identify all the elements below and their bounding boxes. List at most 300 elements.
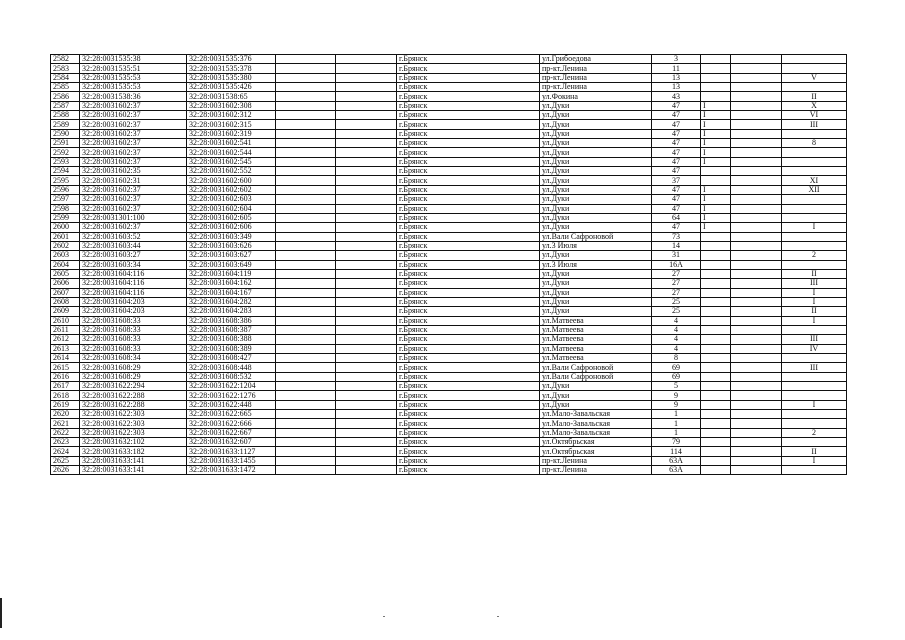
table-cell: 2615 bbox=[51, 363, 80, 372]
table-cell: 32:28:0031602:602 bbox=[187, 185, 276, 194]
table-cell: 32:28:0031622:303 bbox=[80, 419, 187, 428]
table-cell bbox=[701, 288, 731, 297]
table-cell bbox=[782, 466, 847, 475]
table-cell: 32:28:0031603:34 bbox=[80, 260, 187, 269]
table-cell bbox=[336, 213, 397, 222]
table-cell: 8 bbox=[652, 354, 701, 363]
table-cell: 2606 bbox=[51, 279, 80, 288]
table-cell bbox=[701, 232, 731, 241]
table-cell: 32:28:0031604:119 bbox=[187, 269, 276, 278]
table-cell: 32:28:0031602:603 bbox=[187, 195, 276, 204]
table-row bbox=[51, 111, 847, 120]
table-cell: 47 bbox=[652, 223, 701, 232]
table-cell bbox=[336, 232, 397, 241]
table-cell bbox=[782, 391, 847, 400]
table-cell: ул.Матвеева bbox=[540, 325, 652, 334]
table-cell: 32:28:0031622:667 bbox=[187, 428, 276, 437]
table-cell bbox=[336, 148, 397, 157]
table-cell: 8 bbox=[782, 139, 847, 148]
table-cell: г.Брянск bbox=[397, 55, 540, 64]
table-cell bbox=[276, 307, 336, 316]
table-cell bbox=[701, 251, 731, 260]
table-cell: ул.Дуки bbox=[540, 279, 652, 288]
table-cell: ул.Дуки bbox=[540, 195, 652, 204]
table-cell bbox=[336, 223, 397, 232]
table-cell bbox=[276, 83, 336, 92]
table-row bbox=[51, 213, 847, 222]
table-cell bbox=[731, 410, 782, 419]
table-cell: 32:28:0031602:308 bbox=[187, 101, 276, 110]
table-cell bbox=[782, 260, 847, 269]
table-cell: ул.Дуки bbox=[540, 167, 652, 176]
table-cell: 32:28:0031538:36 bbox=[80, 92, 187, 101]
table-row bbox=[51, 269, 847, 278]
table-cell bbox=[336, 400, 397, 409]
table-cell: 32:28:0031602:35 bbox=[80, 167, 187, 176]
table-cell: I bbox=[782, 456, 847, 465]
table-cell: ул.Дуки bbox=[540, 157, 652, 166]
table-row bbox=[51, 391, 847, 400]
table-cell bbox=[731, 400, 782, 409]
table-cell: г.Брянск bbox=[397, 325, 540, 334]
table-cell: 32:28:0031602:37 bbox=[80, 195, 187, 204]
table-cell bbox=[276, 129, 336, 138]
table-row bbox=[51, 195, 847, 204]
table-cell: г.Брянск bbox=[397, 382, 540, 391]
table-cell: I bbox=[701, 139, 731, 148]
table-cell: 2618 bbox=[51, 391, 80, 400]
table-cell: I bbox=[701, 148, 731, 157]
table-cell bbox=[782, 382, 847, 391]
table-cell bbox=[276, 195, 336, 204]
table-cell bbox=[276, 269, 336, 278]
table-cell: г.Брянск bbox=[397, 269, 540, 278]
table-cell: 32:28:0031608:532 bbox=[187, 372, 276, 381]
table-cell: I bbox=[782, 223, 847, 232]
table-cell: г.Брянск bbox=[397, 260, 540, 269]
table-cell: 47 bbox=[652, 101, 701, 110]
table-cell: 47 bbox=[652, 111, 701, 120]
table-cell: г.Брянск bbox=[397, 428, 540, 437]
table-cell bbox=[701, 64, 731, 73]
table-cell: 64 bbox=[652, 213, 701, 222]
table-cell: 32:28:0031602:37 bbox=[80, 204, 187, 213]
table-cell bbox=[701, 316, 731, 325]
table-row bbox=[51, 344, 847, 353]
table-cell: 27 bbox=[652, 279, 701, 288]
table-cell: 32:28:0031535:51 bbox=[80, 64, 187, 73]
table-cell bbox=[731, 120, 782, 129]
table-cell bbox=[731, 297, 782, 306]
table-cell: г.Брянск bbox=[397, 297, 540, 306]
table-cell: ул.Дуки bbox=[540, 251, 652, 260]
table-cell bbox=[701, 354, 731, 363]
table-cell bbox=[731, 92, 782, 101]
table-cell bbox=[701, 83, 731, 92]
table-cell: II bbox=[782, 92, 847, 101]
table-cell bbox=[782, 195, 847, 204]
table-cell bbox=[336, 391, 397, 400]
table-cell bbox=[782, 325, 847, 334]
table-cell: ул.Дуки bbox=[540, 213, 652, 222]
table-cell: 2604 bbox=[51, 260, 80, 269]
table-cell bbox=[276, 354, 336, 363]
table-cell: г.Брянск bbox=[397, 148, 540, 157]
table-cell bbox=[701, 447, 731, 456]
table-cell bbox=[276, 344, 336, 353]
table-cell: 32:28:0031602:37 bbox=[80, 120, 187, 129]
table-row bbox=[51, 363, 847, 372]
table-cell: г.Брянск bbox=[397, 335, 540, 344]
table-cell bbox=[276, 260, 336, 269]
table-cell bbox=[731, 325, 782, 334]
table-cell: 32:28:0031608:29 bbox=[80, 372, 187, 381]
table-cell: 32:28:0031602:600 bbox=[187, 176, 276, 185]
table-cell: 32:28:0031535:53 bbox=[80, 73, 187, 82]
table-cell bbox=[782, 241, 847, 250]
table-cell: г.Брянск bbox=[397, 92, 540, 101]
table-cell bbox=[731, 185, 782, 194]
table-cell: 2610 bbox=[51, 316, 80, 325]
table-cell: г.Брянск bbox=[397, 400, 540, 409]
table-cell: 32:28:0031602:606 bbox=[187, 223, 276, 232]
table-cell bbox=[731, 269, 782, 278]
table-cell bbox=[276, 111, 336, 120]
table-cell bbox=[336, 204, 397, 213]
table-cell bbox=[276, 400, 336, 409]
table-cell: 32:28:0031622:1204 bbox=[187, 382, 276, 391]
table-cell bbox=[336, 344, 397, 353]
table-cell: 32:28:0031608:34 bbox=[80, 354, 187, 363]
table-cell: 2613 bbox=[51, 344, 80, 353]
table-cell: ул.Мало-Завальская bbox=[540, 410, 652, 419]
table-cell: 32:28:0031604:167 bbox=[187, 288, 276, 297]
table-cell: 25 bbox=[652, 307, 701, 316]
table-cell: 32:28:0031622:303 bbox=[80, 428, 187, 437]
table-cell: 1 bbox=[652, 428, 701, 437]
table-cell bbox=[701, 466, 731, 475]
table-cell: 32:28:0031535:53 bbox=[80, 83, 187, 92]
table-cell: 47 bbox=[652, 129, 701, 138]
table-cell: 32:28:0031603:52 bbox=[80, 232, 187, 241]
table-cell bbox=[731, 232, 782, 241]
table-cell: 32:28:0031622:288 bbox=[80, 391, 187, 400]
registry-table-wrapper bbox=[50, 54, 847, 475]
table-cell: 32:28:0031602:541 bbox=[187, 139, 276, 148]
table-cell: 32:28:0031602:544 bbox=[187, 148, 276, 157]
table-cell: 43 bbox=[652, 92, 701, 101]
table-cell: 47 bbox=[652, 195, 701, 204]
table-cell bbox=[336, 372, 397, 381]
table-cell bbox=[336, 167, 397, 176]
table-cell: г.Брянск bbox=[397, 213, 540, 222]
table-cell: 2622 bbox=[51, 428, 80, 437]
table-cell: 32:28:0031608:33 bbox=[80, 335, 187, 344]
table-cell: 2614 bbox=[51, 354, 80, 363]
table-cell: ул.Октябрьская bbox=[540, 447, 652, 456]
table-cell bbox=[731, 307, 782, 316]
table-cell: г.Брянск bbox=[397, 251, 540, 260]
table-cell: ул.Дуки bbox=[540, 288, 652, 297]
table-row bbox=[51, 325, 847, 334]
table-cell: 79 bbox=[652, 438, 701, 447]
table-cell bbox=[336, 316, 397, 325]
table-row bbox=[51, 316, 847, 325]
table-cell bbox=[276, 120, 336, 129]
table-cell: II bbox=[782, 307, 847, 316]
table-cell bbox=[276, 316, 336, 325]
table-cell: 32:28:0031603:626 bbox=[187, 241, 276, 250]
table-cell: 32:28:0031622:666 bbox=[187, 419, 276, 428]
table-cell bbox=[782, 129, 847, 138]
table-cell: пр-кт.Ленина bbox=[540, 64, 652, 73]
table-cell bbox=[701, 428, 731, 437]
table-cell bbox=[782, 148, 847, 157]
table-row bbox=[51, 279, 847, 288]
table-cell: 32:28:0031608:33 bbox=[80, 325, 187, 334]
table-cell: 32:28:0031632:607 bbox=[187, 438, 276, 447]
table-cell: 2589 bbox=[51, 120, 80, 129]
table-cell: 32:28:0031604:116 bbox=[80, 279, 187, 288]
table-cell: 4 bbox=[652, 325, 701, 334]
table-cell bbox=[731, 204, 782, 213]
table-cell: 2590 bbox=[51, 129, 80, 138]
table-cell: 32:28:0031622:288 bbox=[80, 400, 187, 409]
table-cell: 32:28:0031633:141 bbox=[80, 456, 187, 465]
table-row bbox=[51, 456, 847, 465]
table-cell: г.Брянск bbox=[397, 223, 540, 232]
table-cell: ул.Дуки bbox=[540, 120, 652, 129]
table-cell: г.Брянск bbox=[397, 391, 540, 400]
table-cell: ул.3 Июля bbox=[540, 241, 652, 250]
table-cell: г.Брянск bbox=[397, 419, 540, 428]
table-cell: 47 bbox=[652, 148, 701, 157]
table-cell bbox=[701, 382, 731, 391]
table-cell bbox=[731, 428, 782, 437]
table-cell bbox=[731, 64, 782, 73]
table-cell bbox=[276, 428, 336, 437]
table-cell bbox=[276, 438, 336, 447]
table-cell: г.Брянск bbox=[397, 456, 540, 465]
table-cell bbox=[336, 73, 397, 82]
table-cell bbox=[731, 438, 782, 447]
table-cell bbox=[276, 167, 336, 176]
table-cell bbox=[336, 438, 397, 447]
table-cell bbox=[701, 391, 731, 400]
table-cell: 16А bbox=[652, 260, 701, 269]
table-cell bbox=[336, 325, 397, 334]
table-cell: 32:28:0031602:604 bbox=[187, 204, 276, 213]
table-cell: 2596 bbox=[51, 185, 80, 194]
table-cell: 32:28:0031603:44 bbox=[80, 241, 187, 250]
table-cell: г.Брянск bbox=[397, 120, 540, 129]
table-cell bbox=[731, 447, 782, 456]
table-cell bbox=[276, 101, 336, 110]
table-cell bbox=[782, 55, 847, 64]
table-cell: 32:28:0031535:380 bbox=[187, 73, 276, 82]
table-cell: 32:28:0031633:1472 bbox=[187, 466, 276, 475]
table-cell: 13 bbox=[652, 83, 701, 92]
table-cell bbox=[336, 120, 397, 129]
table-cell bbox=[276, 92, 336, 101]
table-cell: ул.Мало-Завальская bbox=[540, 419, 652, 428]
table-cell: г.Брянск bbox=[397, 83, 540, 92]
table-cell: 32:28:0031604:116 bbox=[80, 288, 187, 297]
table-cell: 47 bbox=[652, 167, 701, 176]
table-cell bbox=[276, 232, 336, 241]
table-cell: 32:28:0031602:605 bbox=[187, 213, 276, 222]
table-cell: 25 bbox=[652, 297, 701, 306]
table-cell bbox=[701, 325, 731, 334]
table-row bbox=[51, 64, 847, 73]
table-cell bbox=[731, 251, 782, 260]
table-cell: пр-кт.Ленина bbox=[540, 456, 652, 465]
table-cell bbox=[276, 372, 336, 381]
table-cell bbox=[336, 101, 397, 110]
table-cell: III bbox=[782, 279, 847, 288]
table-cell: 32:28:0031603:27 bbox=[80, 251, 187, 260]
table-cell bbox=[731, 260, 782, 269]
table-cell bbox=[782, 372, 847, 381]
table-cell bbox=[731, 157, 782, 166]
table-cell: 2599 bbox=[51, 213, 80, 222]
table-cell: VI bbox=[782, 111, 847, 120]
table-cell: 2625 bbox=[51, 456, 80, 465]
table-cell bbox=[336, 410, 397, 419]
table-cell: 47 bbox=[652, 204, 701, 213]
table-cell bbox=[336, 428, 397, 437]
table-cell: I bbox=[701, 101, 731, 110]
table-cell bbox=[782, 438, 847, 447]
table-cell: ул.Дуки bbox=[540, 185, 652, 194]
table-cell bbox=[731, 391, 782, 400]
table-cell bbox=[336, 129, 397, 138]
table-row bbox=[51, 260, 847, 269]
table-cell bbox=[701, 269, 731, 278]
table-cell: I bbox=[782, 297, 847, 306]
table-cell bbox=[701, 344, 731, 353]
table-cell bbox=[731, 167, 782, 176]
table-cell bbox=[731, 456, 782, 465]
table-cell: 32:28:0031535:426 bbox=[187, 83, 276, 92]
table-cell: 32:28:0031622:294 bbox=[80, 382, 187, 391]
table-cell bbox=[731, 419, 782, 428]
table-cell: 2586 bbox=[51, 92, 80, 101]
table-cell: 69 bbox=[652, 372, 701, 381]
table-cell bbox=[276, 73, 336, 82]
table-cell: III bbox=[782, 335, 847, 344]
table-cell bbox=[782, 410, 847, 419]
table-cell: 32:28:0031622:448 bbox=[187, 400, 276, 409]
table-cell: 2595 bbox=[51, 176, 80, 185]
table-cell: 9 bbox=[652, 391, 701, 400]
table-cell bbox=[731, 344, 782, 353]
table-cell bbox=[336, 111, 397, 120]
table-cell: 73 bbox=[652, 232, 701, 241]
table-cell: 2591 bbox=[51, 139, 80, 148]
table-cell: 32:28:0031632:102 bbox=[80, 438, 187, 447]
table-cell: г.Брянск bbox=[397, 466, 540, 475]
table-cell: 2619 bbox=[51, 400, 80, 409]
table-cell: 32:28:0031538:65 bbox=[187, 92, 276, 101]
table-cell bbox=[701, 307, 731, 316]
table-cell: г.Брянск bbox=[397, 344, 540, 353]
table-cell bbox=[701, 167, 731, 176]
table-row bbox=[51, 438, 847, 447]
table-cell: ул.Вали Сафроновой bbox=[540, 232, 652, 241]
table-cell: IV bbox=[782, 344, 847, 353]
table-cell bbox=[336, 185, 397, 194]
table-cell bbox=[731, 279, 782, 288]
table-cell: 32:28:0031535:38 bbox=[80, 55, 187, 64]
table-cell: 47 bbox=[652, 185, 701, 194]
table-cell: 32:28:0031602:37 bbox=[80, 185, 187, 194]
table-cell: 27 bbox=[652, 288, 701, 297]
table-cell: 32:28:0031603:349 bbox=[187, 232, 276, 241]
table-cell: г.Брянск bbox=[397, 167, 540, 176]
table-cell: ул.Вали Сафроновой bbox=[540, 363, 652, 372]
table-cell: 32:28:0031622:303 bbox=[80, 410, 187, 419]
table-row bbox=[51, 400, 847, 409]
table-cell: XII bbox=[782, 185, 847, 194]
table-row bbox=[51, 466, 847, 475]
table-cell bbox=[336, 279, 397, 288]
table-cell bbox=[276, 325, 336, 334]
table-cell: г.Брянск bbox=[397, 176, 540, 185]
table-cell: XI bbox=[782, 176, 847, 185]
table-cell bbox=[336, 297, 397, 306]
table-cell: г.Брянск bbox=[397, 73, 540, 82]
table-cell bbox=[782, 419, 847, 428]
table-cell: 32:28:0031603:649 bbox=[187, 260, 276, 269]
table-cell bbox=[701, 372, 731, 381]
table-cell: г.Брянск bbox=[397, 139, 540, 148]
table-cell bbox=[731, 129, 782, 138]
table-cell: III bbox=[782, 363, 847, 372]
table-cell: 32:28:0031535:376 bbox=[187, 55, 276, 64]
table-cell bbox=[276, 157, 336, 166]
table-cell bbox=[276, 419, 336, 428]
table-cell: I bbox=[701, 185, 731, 194]
table-cell: 32:28:0031604:162 bbox=[187, 279, 276, 288]
table-cell bbox=[336, 241, 397, 250]
table-cell: 2582 bbox=[51, 55, 80, 64]
table-row bbox=[51, 410, 847, 419]
table-cell: 2 bbox=[782, 251, 847, 260]
table-cell: I bbox=[701, 157, 731, 166]
table-cell bbox=[782, 204, 847, 213]
table-cell bbox=[336, 260, 397, 269]
table-cell: 32:28:0031604:283 bbox=[187, 307, 276, 316]
table-cell: ул.Дуки bbox=[540, 204, 652, 213]
table-cell: 32:28:0031622:665 bbox=[187, 410, 276, 419]
table-row bbox=[51, 232, 847, 241]
table-cell bbox=[701, 279, 731, 288]
table-cell bbox=[731, 363, 782, 372]
table-cell: г.Брянск bbox=[397, 111, 540, 120]
table-cell: ул.Грибоедова bbox=[540, 55, 652, 64]
table-cell bbox=[276, 176, 336, 185]
table-cell bbox=[731, 241, 782, 250]
scan-speck bbox=[497, 616, 499, 617]
table-cell: 63А bbox=[652, 456, 701, 465]
table-cell: ул.Дуки bbox=[540, 111, 652, 120]
table-cell: 32:28:0031535:378 bbox=[187, 64, 276, 73]
table-cell: г.Брянск bbox=[397, 64, 540, 73]
table-cell: ул.Мало-Завальская bbox=[540, 428, 652, 437]
table-cell: пр-кт.Ленина bbox=[540, 83, 652, 92]
table-cell bbox=[782, 157, 847, 166]
